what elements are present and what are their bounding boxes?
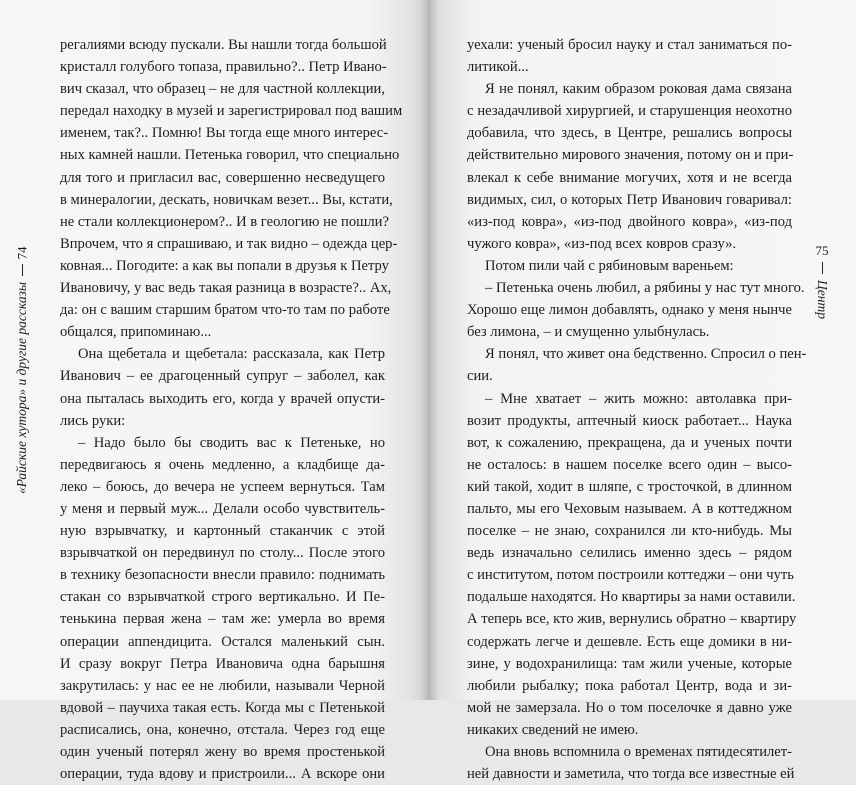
text-line: у меня и первый муж... Делали особо чувствитель-	[60, 500, 385, 517]
text-line: мой не замерзала. Но о том поселочке я давно уже	[467, 699, 792, 716]
text-line: с институтом, потом построили коттеджи – они чуть	[467, 567, 794, 584]
text-line: – Петенька очень любил, а рябины у нас тут много.	[485, 280, 805, 297]
text-line: с незадачливой хирургией, и старушенция неохотно	[467, 103, 792, 120]
text-line: И сразу вокруг Петра Ивановича одна барышня	[60, 655, 385, 672]
right-header-rule	[822, 262, 823, 274]
text-line: лись руки:	[60, 412, 126, 429]
text-line: Она щебетала и щебетала: рассказала, как Петр	[78, 346, 385, 363]
book-gutter	[420, 0, 438, 700]
text-line: пальто, мы его Чеховым называем. А в коттеджном	[467, 500, 792, 517]
text-line: кий такой, ходит в шляпе, с тросточкой, в длинном	[467, 478, 792, 495]
text-line: Я понял, что живет она бедственно. Спросил о пен-	[485, 346, 807, 363]
text-line: видимых, сил, о которых Петр Иванович говаривал:	[467, 191, 792, 208]
left-page-number: 74	[14, 246, 29, 260]
text-line: для того и пригласил вас, совершенно несведущего	[60, 169, 385, 186]
left-page-text	[60, 34, 403, 785]
text-line: ведь изначально селились именно здесь – рядом	[467, 545, 792, 562]
text-line: взрывчаткой он передвинул по столу... После этого	[60, 545, 385, 562]
text-line: операции, туда вдову и пристроили... А вскоре они	[60, 766, 385, 783]
right-page	[428, 0, 856, 783]
text-line: общался, припоминаю...	[60, 324, 212, 341]
text-line: закрутилась: у нас ее не любили, называли Черной	[60, 677, 385, 694]
left-page	[0, 0, 428, 783]
text-line: – Мне хватает – жить можно: автолавка при-	[485, 390, 792, 407]
left-header-rule	[22, 264, 23, 276]
text-line: «из-под ковра», «из-под двойного ковра», «из-под	[467, 213, 792, 230]
text-line: ковная... Погодите: а как вы попали в друзья к Петру	[60, 257, 389, 274]
text-line: не осталось: в нашем поселке всего один – высо-	[467, 456, 792, 473]
text-line: никаких сведений не имею.	[467, 721, 639, 738]
text-line: ней давности и заметила, что тогда все известные ей	[467, 766, 795, 783]
right-margin-header	[814, 244, 830, 319]
left-margin-header	[14, 246, 30, 494]
text-line: Я не понял, каким образом роковая дама связана	[485, 81, 792, 98]
text-line: операции аппендицита. Остался маленький сын.	[60, 633, 385, 650]
text-line: Потом пили чай с рябиновым вареньем:	[485, 257, 734, 274]
text-line: Впрочем, что я спрашиваю, и так видно – одежда цер-	[60, 235, 398, 252]
text-line: литикой...	[467, 59, 529, 76]
text-line: чужого ковра», «из-под всех ковров сразу».	[467, 235, 737, 252]
right-page-number: 75	[815, 243, 829, 258]
text-line: регалиями всюду пускали. Вы нашли тогда большой	[60, 37, 387, 53]
text-line: в технику безопасности внесли правило: поднимать	[60, 567, 385, 584]
text-line: кристалл голубого топаза, правильно?.. Петр Ивано-	[60, 59, 387, 76]
text-line: уехали: ученый бросил науку и стал заниматься по-	[467, 37, 792, 53]
text-line: вдовой – паучиха такая есть. Когда мы с Петенькой	[60, 699, 385, 716]
text-line: Хорошо еще лимон добавлять, однако у меня нынче	[467, 302, 792, 319]
text-line: вич сказал, что образец – не для частной коллекции,	[60, 81, 385, 98]
text-line: сии.	[467, 368, 493, 385]
text-line: Ивановичу, у вас ведь такая разница в возрасте?.. Ах,	[60, 280, 392, 297]
text-line: именем, так?.. Помню! Вы тогда еще много интерес-	[60, 125, 389, 142]
text-line: любили рыбалку; пока работал Центр, вода и зи-	[467, 677, 792, 694]
text-line: стакан со взрывчаткой строго вертикально. И Пе-	[60, 589, 385, 606]
left-running-header: «Райские хутора» и другие рассказы	[14, 282, 29, 495]
text-line: без лимона, – и смущенно улыбнулась.	[467, 324, 710, 341]
text-line: подальше находятся. Но квартиры за нами оставили.	[467, 589, 796, 606]
text-line: один ученый потерял жену во время простенькой	[60, 744, 385, 760]
text-line: расписались, она, конечно, отстала. Через год еще	[60, 721, 385, 738]
text-line: ных камней нашли. Петенька говорил, что специально	[60, 147, 400, 164]
text-line: передвигаюсь я очень медленно, а кладбище да-	[60, 456, 385, 473]
text-line: Она вновь вспомнила о временах пятидесятилет-	[485, 744, 792, 760]
text-line: вот, к сожалению, прекращена, да и ученых почти	[467, 434, 792, 451]
text-line: Иванович – ее драгоценный супруг – заболел, как	[60, 368, 385, 385]
text-line: поселке – не знаю, сохранился ли кто-нибудь. Мы	[467, 523, 792, 540]
text-line: в минералогии, дескать, новичкам везет... Вы, кстати,	[60, 191, 393, 208]
text-line: влекал к себе внимание могучих, хотя и не всегда	[467, 169, 792, 186]
text-line: возит продукты, аптечный киоск работает... Наука	[467, 412, 792, 429]
text-line: А теперь все, кто жив, вернулись обратно – квартиру	[467, 611, 797, 628]
text-line: она пыталась выходить его, когда у врачей опусти-	[60, 390, 385, 407]
text-line: да: он с вашим старшим братом что-то там по работе	[60, 302, 390, 319]
text-line: леко – боюсь, до вечера не успеем вернуться. Там	[60, 478, 385, 495]
text-line: – Надо было бы сводить вас к Петеньке, но	[78, 434, 385, 451]
text-line: содержать легче и дешевле. Есть еще домики в ни-	[467, 633, 792, 650]
text-line: тенькина первая жена – там же: умерла во время	[60, 611, 385, 628]
text-line: добавила, что здесь, в Центре, решались вопросы	[467, 125, 792, 142]
right-running-header: Центр	[815, 280, 830, 319]
text-line: не стали коллекционером?.. И в геологию не пошли?	[60, 213, 389, 230]
text-line: передал находку в музей и зарегистрировал под вашим	[60, 103, 403, 120]
text-line: действительно мирового значения, потому он и при-	[467, 147, 794, 164]
text-line: ную взрывчатку, и картонный стаканчик с этой	[60, 523, 385, 540]
text-line: зине, у водохранилища: там жили ученые, которые	[467, 655, 792, 672]
right-page-text	[467, 34, 807, 785]
